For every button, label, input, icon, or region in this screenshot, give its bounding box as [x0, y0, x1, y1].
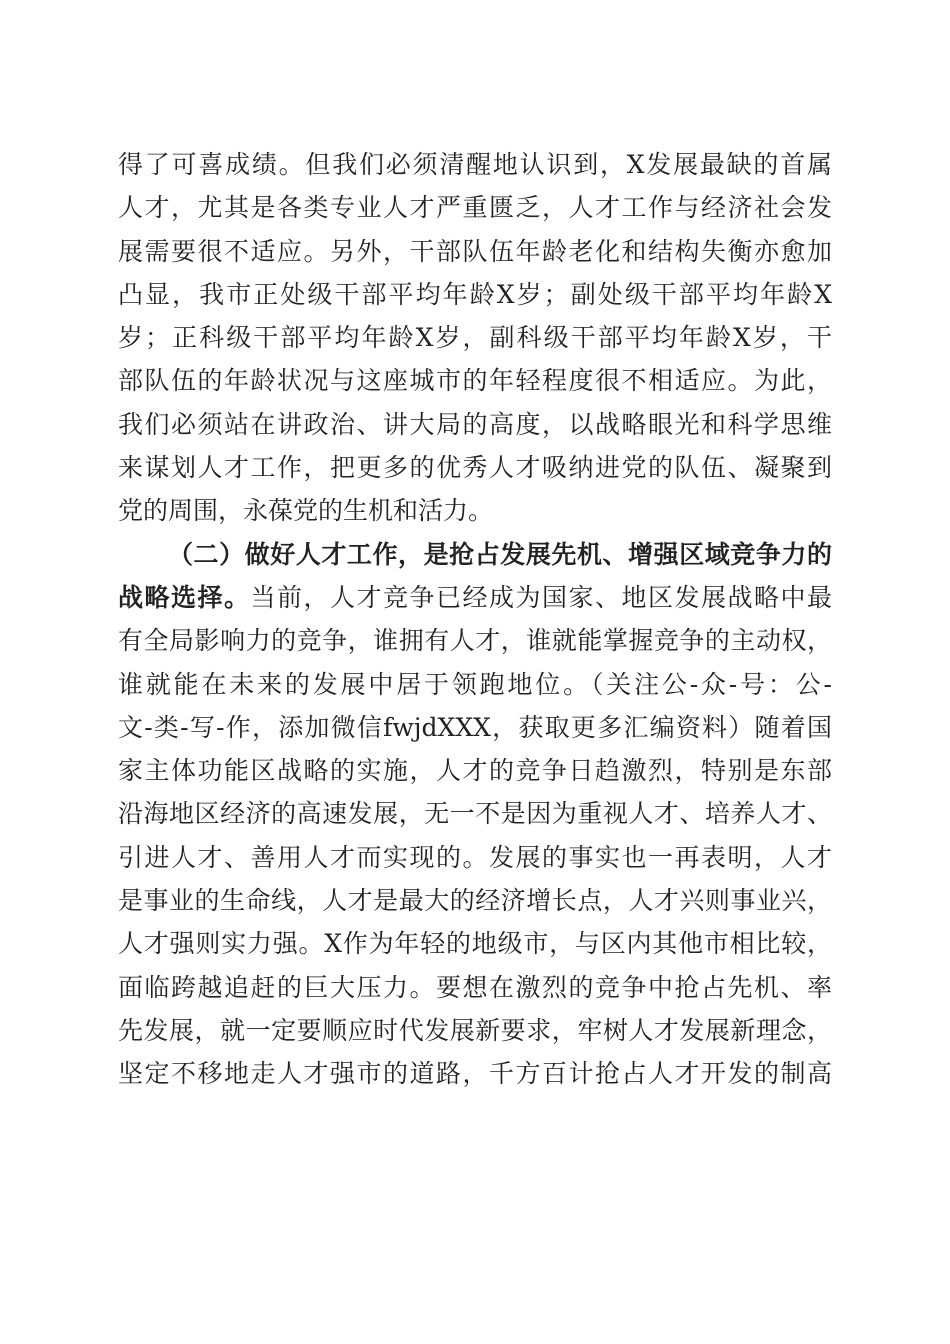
text-line: 是事业的生命线，人才是最大的经济增长点，人才兴则事业兴， [118, 886, 832, 916]
document-body [118, 143, 832, 1096]
text-line: 人才，尤其是各类专业人才严重匮乏，人才工作与经济社会发 [118, 193, 832, 223]
section-heading: （二）做好人才工作，是抢占发展先机、增强区域竞争力的 [168, 539, 832, 569]
text-line: 面临跨越追赶的巨大压力。要想在激烈的竞争中抢占先机、率 [118, 972, 832, 1002]
text-line: 党的周围，永葆党的生机和活力。 [118, 496, 494, 526]
text-line: 我们必须站在讲政治、讲大局的高度，以战略眼光和科学思维 [118, 409, 832, 439]
text-line: 沿海地区经济的高速发展，无一不是因为重视人才、培养人才、 [118, 799, 832, 829]
text-line: 有全局影响力的竞争，谁拥有人才，谁就能掌握竞争的主动权， [118, 626, 832, 656]
text-line: 家主体功能区战略的实施，人才的竞争日趋激烈，特别是东部 [118, 756, 832, 786]
text-line: 先发展，就一定要顺应时代发展新要求，牢树人才发展新理念， [118, 1015, 832, 1045]
text-line: 文-类-写-作，添加微信fwjdXXX，获取更多汇编资料）随着国 [118, 712, 832, 742]
paragraph-2 [118, 533, 832, 1096]
text-line: 得了可喜成绩。但我们必须清醒地认识到，X发展最缺的首属 [118, 150, 832, 179]
text-segment: 当前，人才竞争已经成为国家、地区发展战略中最 [250, 582, 832, 612]
section-heading-end: 战略选择。 [118, 582, 251, 612]
text-line: 展需要很不适应。另外，干部队伍年龄老化和结构失衡亦愈加 [118, 236, 832, 266]
text-line: 岁；正科级干部平均年龄X岁，副科级干部平均年龄X岁，干 [118, 323, 832, 353]
text-line: 部队伍的年龄状况与这座城市的年轻程度很不相适应。为此， [118, 366, 832, 396]
text-line: 谁就能在未来的发展中居于领跑地位。（关注公-众-号：公- [118, 669, 832, 699]
text-line: 来谋划人才工作，把更多的优秀人才吸纳进党的队伍、凝聚到 [118, 453, 832, 483]
text-line: 凸显，我市正处级干部平均年龄X岁；副处级干部平均年龄X [118, 279, 832, 309]
text-line: 引进人才、善用人才而实现的。发展的事实也一再表明，人才 [118, 842, 832, 872]
text-line [118, 576, 832, 619]
text-line: 人才强则实力强。X作为年轻的地级市，与区内其他市相比较， [118, 929, 832, 959]
text-line: 坚定不移地走人才强市的道路，千方百计抢占人才开发的制高 [118, 1059, 832, 1089]
paragraph-1 [118, 143, 832, 533]
